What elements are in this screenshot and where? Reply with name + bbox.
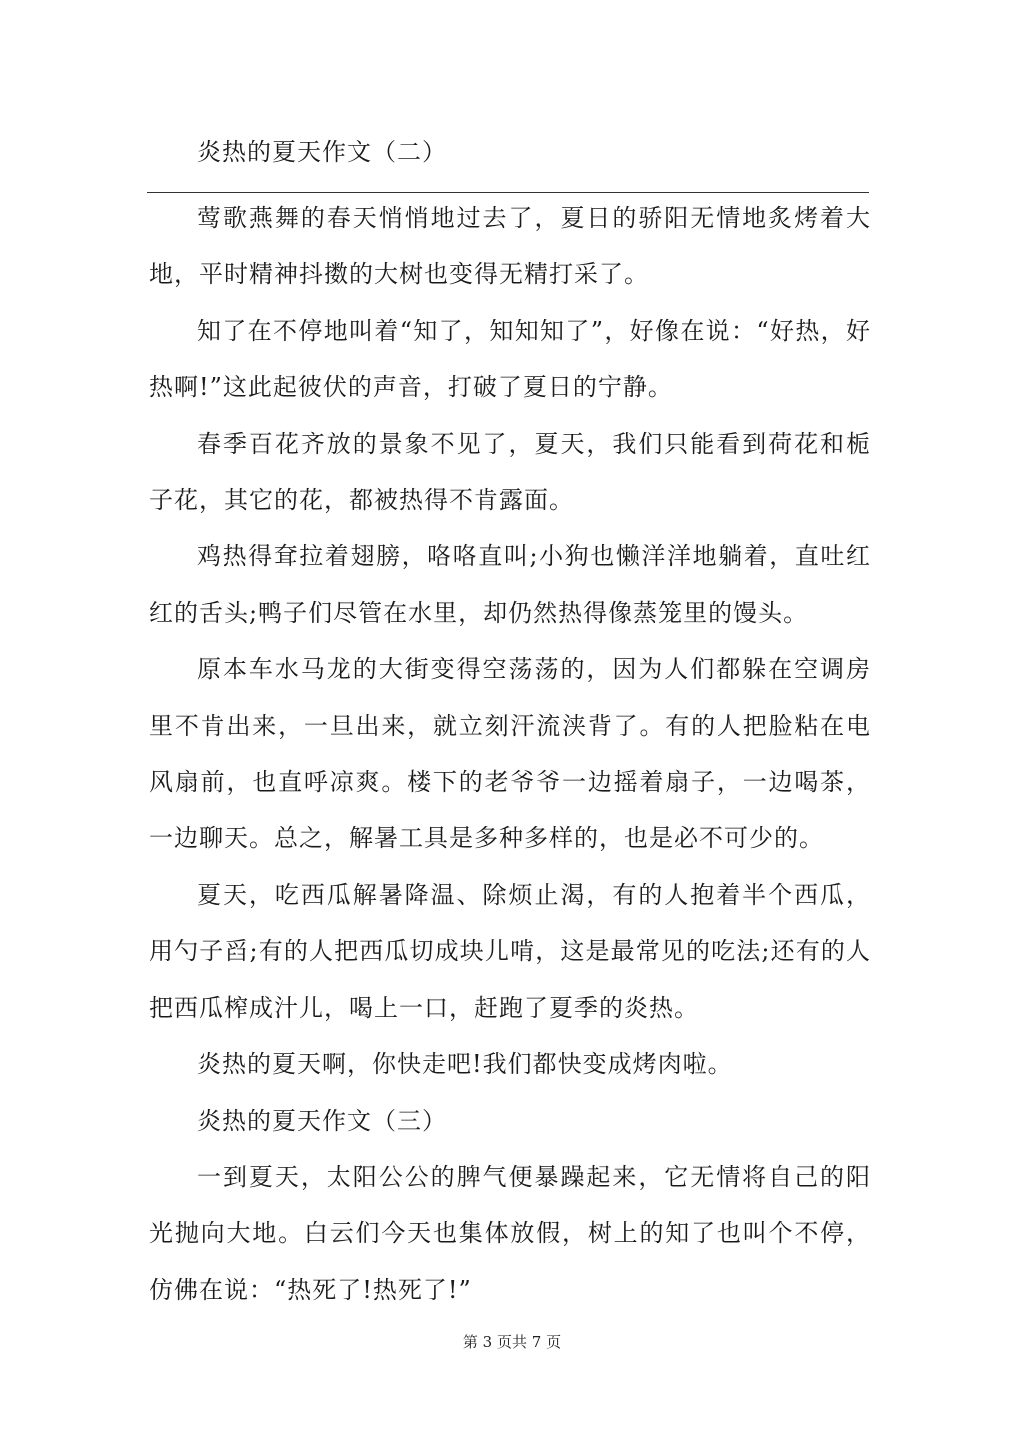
paragraph: 炎热的夏天啊，你快走吧!我们都快变成烤肉啦。: [197, 1050, 733, 1079]
paragraph: 鸡热得耷拉着翅膀，咯咯直叫;小狗也懒洋洋地躺着，直吐红红的舌头;鸭子们尽管在水里，却仍然热得像蒸笼里的馒头。: [149, 542, 871, 627]
page-number-footer: 第 3 页共 7 页: [462, 1333, 562, 1351]
paragraph: 一到夏天，太阳公公的脾气便暴躁起来，它无情将自己的阳光抛向大地。白云们今天也集体放假，树上的知了也叫个不停，仿佛在说：“热死了!热死了!”: [149, 1162, 871, 1304]
section-heading: 炎热的夏天作文（三）: [197, 1106, 447, 1135]
paragraph: 莺歌燕舞的春天悄悄地过去了，夏日的骄阳无情地炙烤着大地，平时精神抖擞的大树也变得无精打采了。: [149, 204, 871, 289]
paragraph: 夏天，吃西瓜解暑降温、除烦止渴，有的人抱着半个西瓜，用勺子舀;有的人把西瓜切成块儿啃，这是最常见的吃法;还有的人把西瓜榨成汁儿，喝上一口，赶跑了夏季的炎热。: [149, 880, 871, 1022]
paragraph: 原本车水马龙的大街变得空荡荡的，因为人们都躲在空调房里不肯出来，一旦出来，就立刻汗流浃背了。有的人把脸粘在电风扇前，也直呼凉爽。楼下的老爷爷一边摇着扇子，一边喝茶，一边聊天。总之，解暑工具是多种多样的，也是必不可少的。: [149, 655, 871, 853]
paragraph: 春季百花齐放的景象不见了，夏天，我们只能看到荷花和栀子花，其它的花，都被热得不肯露面。: [149, 429, 871, 515]
document-body: [149, 190, 871, 1318]
page-header-title: 炎热的夏天作文（二）: [197, 138, 447, 166]
paragraph: 知了在不停地叫着“知了，知知知了”，好像在说：“好热，好热啊!”这此起彼伏的声音，打破了夏日的宁静。: [149, 316, 871, 402]
